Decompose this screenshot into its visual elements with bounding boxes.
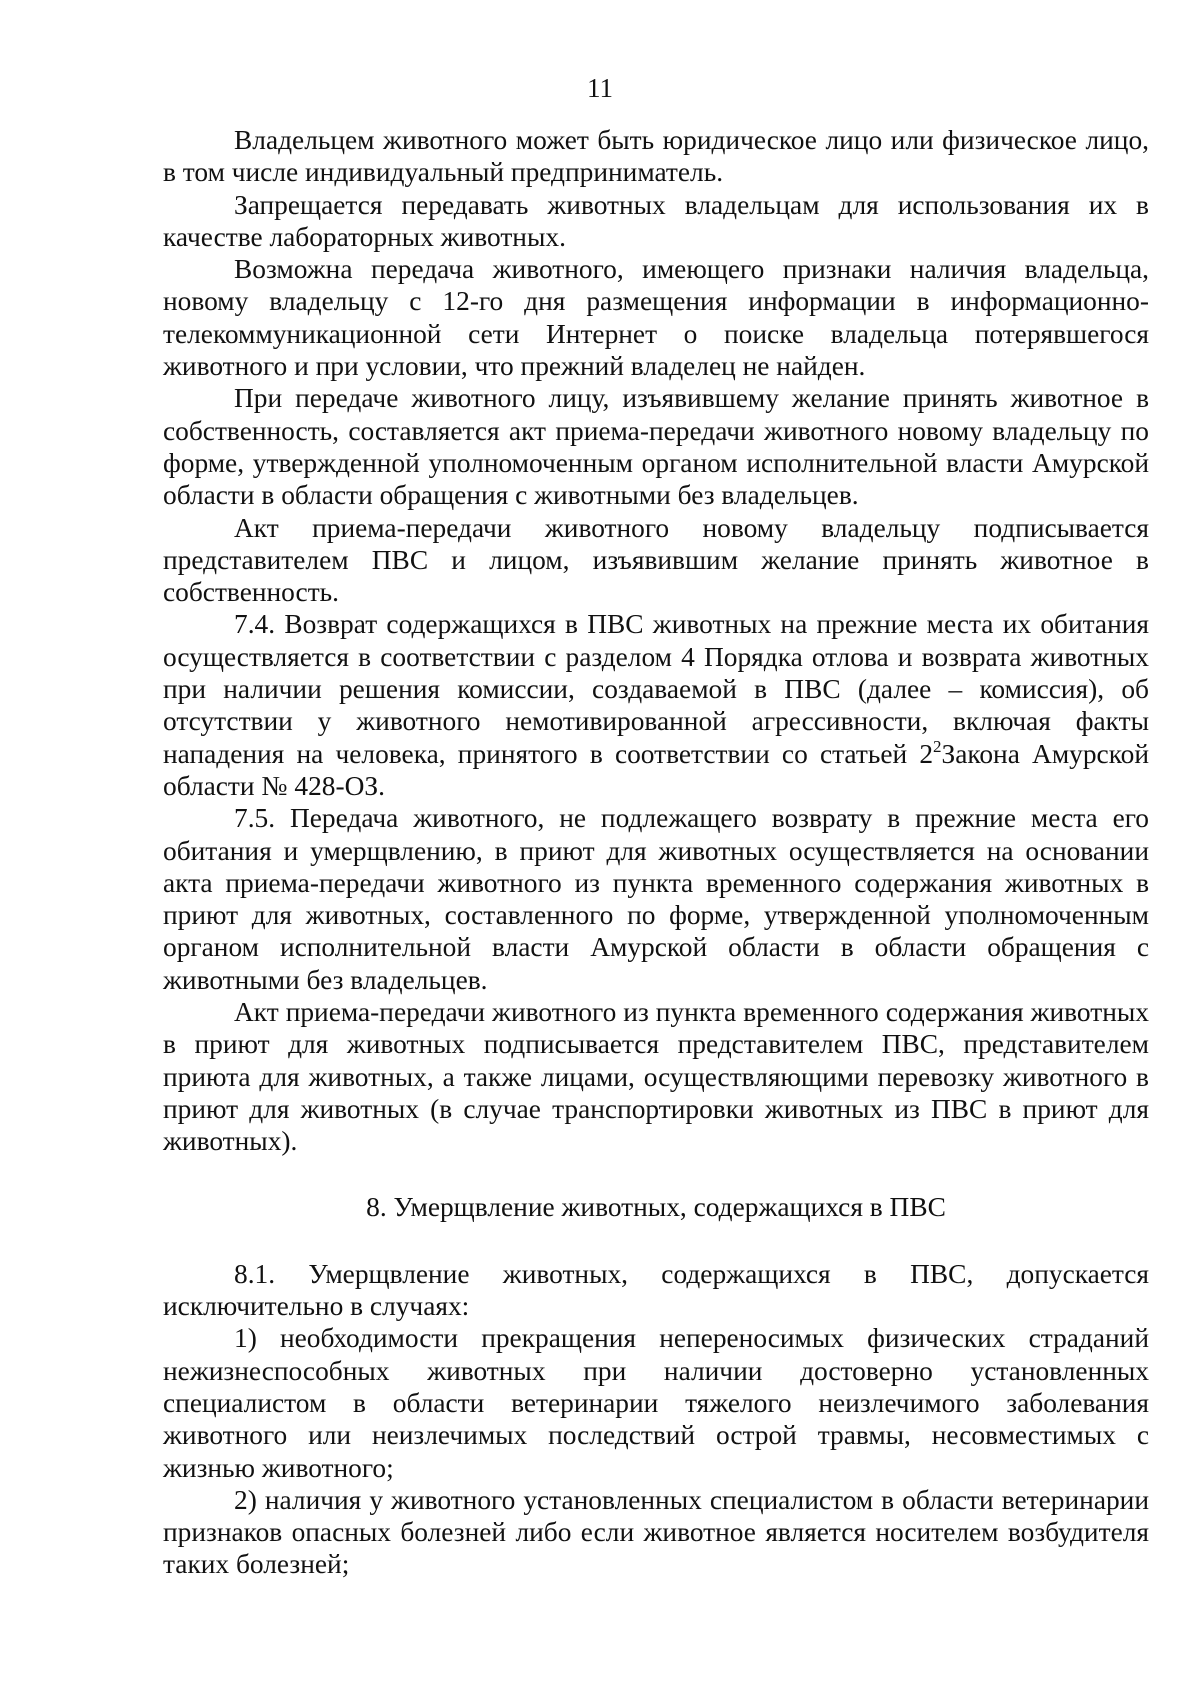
clause-7-4-law-reference: Закона Амурской области № 428-ОЗ. <box>163 738 1149 801</box>
clause-8-1-item-1: 1) необходимости прекращения непереносимых физических страданий нежизнеспособных животных при наличии достоверно установленных специалистом в области ветеринарии тяжелого неизлечимого заболевания животного или неизлечимых последствий острой травмы, несовместимых с жизнью животного; <box>163 1323 1149 1483</box>
paragraph-lab-prohibition: Запрещается передавать животных владельцам для использования их в качестве лабораторных животных. <box>163 189 1149 252</box>
clause-7-4-text: 7.4. Возврат содержащихся в ПВС животных на прежние места их обитания осуществляется в соответствии с разделом 4 Порядка отлова и возврата животных при наличии решения комиссии, создаваемой в ПВС (далее – комиссия), об отсутствии у животного немотивированной агрессивности, включая факты нападения на человека, принятого в соответствии со статьей 2 <box>163 609 1149 769</box>
paragraph-owner-definition: Владельцем животного может быть юридическое лицо или физическое лицо, в том числе индивидуальный предприниматель. <box>163 125 1149 188</box>
page-number: 11 <box>587 73 613 103</box>
paragraph-transfer-after-12-days: Возможна передача животного, имеющего признаки наличия владельца, новому владельцу с 12-го дня размещения информации в информационно-телекоммуникационной сети Интернет о поиске владельца потерявшегося животного и при условии, что прежний владелец не найден. <box>163 254 1149 382</box>
document-body <box>163 124 1149 1581</box>
clause-7-4-superscript: 2 <box>933 736 942 756</box>
clause-8-1-item-2: 2) наличия у животного установленных специалистом в области ветеринарии признаков опасных болезней либо если животное является носителем возбудителя таких болезней; <box>163 1484 1149 1580</box>
section-heading-8: 8. Умерщвление животных, содержащихся в ПВС <box>366 1191 946 1222</box>
paragraph-shelter-act-signing: Акт приема-передачи животного из пункта временного содержания животных в приют для животных подписывается представителем ПВС, представителем приюта для животных, а также лицами, осуществляющими перевозку животного в приют для животных (в случае транспортировки животных из ПВС в приют для животных). <box>163 997 1149 1157</box>
clause-7-5: 7.5. Передача животного, не подлежащего возврату в прежние места его обитания и умерщвлению, в приют для животных осуществляется на основании акта приема-передачи животного из пункта временного содержания животных в приют для животных, составленного по форме, утвержденной уполномоченным органом исполнительной власти Амурской области в области обращения с животными без владельцев. <box>163 803 1149 995</box>
clause-7-4 <box>163 608 1149 802</box>
clause-8-1: 8.1. Умерщвление животных, содержащихся в ПВС, допускается исключительно в случаях: <box>163 1258 1149 1322</box>
paragraph-transfer-act: При передаче животного лицу, изъявившему желание принять животное в собственность, составляется акт приема-передачи животного новому владельцу по форме, утвержденной уполномоченным органом исполнительной власти Амурской области в области обращения с животными без владельцев. <box>163 383 1149 511</box>
paragraph-act-signing: Акт приема-передачи животного новому владельцу подписывается представителем ПВС и лицом, изъявившим желание принять животное в собственность. <box>163 512 1149 608</box>
